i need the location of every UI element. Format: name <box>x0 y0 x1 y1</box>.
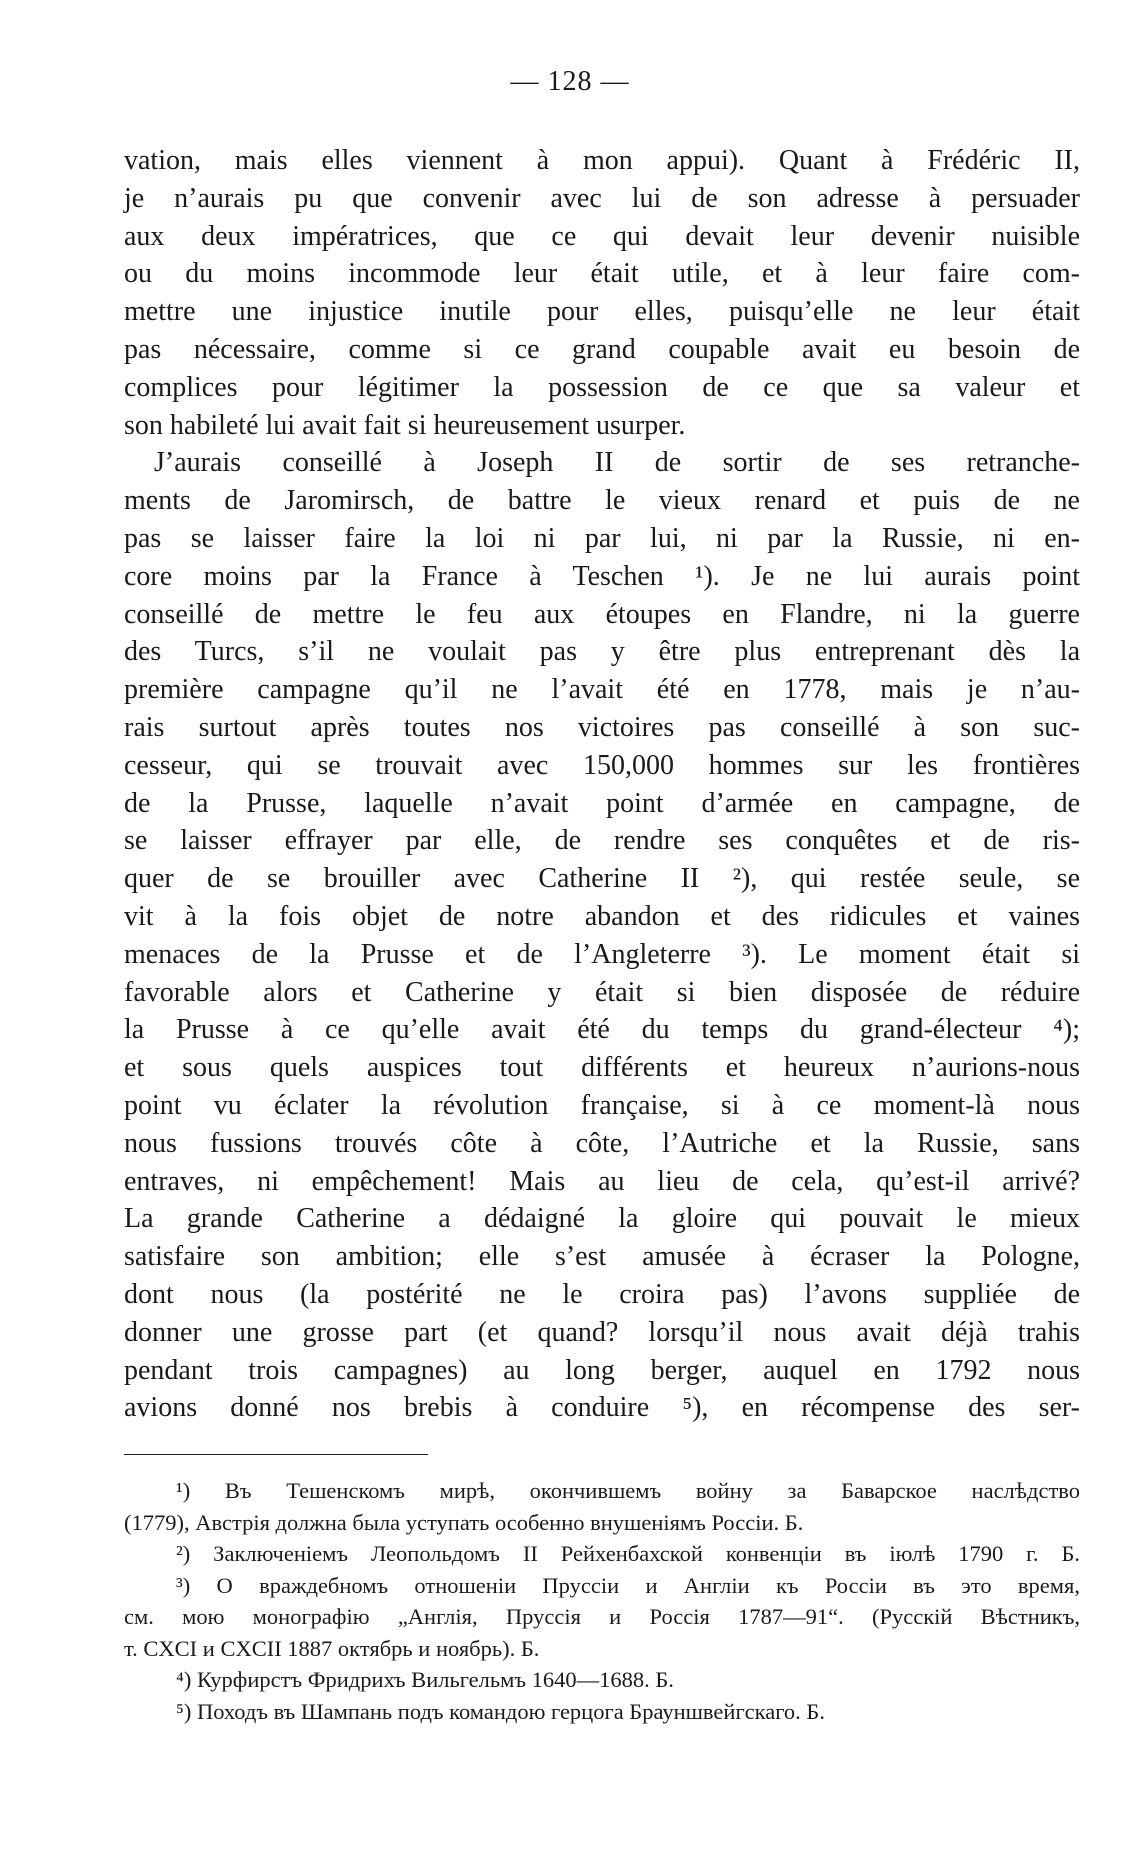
text-line: entraves, ni empêchement! Mais au lieu de cela, qu’est-il arrivé? <box>124 1165 1080 1197</box>
text-line: vit à la fois objet de notre abandon et des ridicules et vaines <box>124 900 1080 932</box>
text-line: core moins par la France à Teschen ¹). Je ne lui aurais point <box>124 560 1080 592</box>
text-line: première campagne qu’il ne l’avait été en 1778, mais je n’au- <box>124 674 1080 706</box>
text-line: son habileté lui avait fait si heureusement usurper. <box>124 409 686 441</box>
text-line: et sous quels auspices tout différents et heureux n’aurions-nous <box>124 1052 1080 1084</box>
text-line: la Prusse à ce qu’elle avait été du temps du grand-électeur ⁴); <box>124 1014 1080 1046</box>
text-line: quer de se brouiller avec Catherine II ²), qui restée seule, se <box>124 863 1080 895</box>
text-line: vation, mais elles viennent à mon appui). Quant à Frédéric II, <box>124 145 1080 176</box>
text-line: ou du moins incommode leur était utile, et à leur faire com- <box>124 258 1080 290</box>
text-line: donner une grosse part (et quand? lorsqu’il nous avait déjà trahis <box>124 1316 1080 1348</box>
footnote-line: ²) Заключеніемъ Леопольдомъ II Рейхенбахской конвенціи въ іюлѣ 1790 г. Б. <box>176 1541 1080 1566</box>
text-line: nous fussions trouvés côte à côte, l’Autriche et la Russie, sans <box>124 1127 1080 1159</box>
text-line: pas se laisser faire la loi ni par lui, ni par la Russie, ni en- <box>124 522 1080 554</box>
footnotes <box>124 1475 1080 1727</box>
text-line: complices pour légitimer la possession de ce que sa valeur et <box>124 371 1080 403</box>
text-line: menaces de la Prusse et de l’Angleterre ³). Le moment était si <box>124 938 1080 970</box>
page-number: — 128 — <box>510 66 630 97</box>
text-line: ments de Jaromirsch, de battre le vieux renard et puis de ne <box>124 485 1080 517</box>
text-line: de la Prusse, laquelle n’avait point d’armée en campagne, de <box>124 787 1080 819</box>
footnote-divider <box>124 1454 428 1455</box>
text-line: aux deux impératrices, que ce qui devait leur devenir nuisible <box>124 220 1080 252</box>
text-line: avions donné nos brebis à conduire ⁵), en récompense des ser- <box>124 1392 1080 1424</box>
footnote-line: ⁴) Курфирстъ Фридрихъ Вильгельмъ 1640—1688. Б. <box>176 1667 674 1692</box>
body-text <box>124 142 1080 1427</box>
footnote-line: ³) О враждебномъ отношеніи Пруссіи и Англіи къ Россіи въ это время, <box>176 1572 1080 1598</box>
text-line: rais surtout après toutes nos victoires pas conseillé à son suc- <box>124 711 1080 743</box>
footnote-line: ⁵) Походъ въ Шампань подъ командою герцога Брауншвейгскаго. Б. <box>176 1698 825 1724</box>
text-line: je n’aurais pu que convenir avec lui de son adresse à persuader <box>124 182 1080 214</box>
text-line: pas nécessaire, comme si ce grand coupable avait eu besoin de <box>124 333 1080 365</box>
text-line: conseillé de mettre le feu aux étoupes en Flandre, ni la guerre <box>124 598 1080 630</box>
text-line: des Turcs, s’il ne voulait pas y être plus entreprenant dès la <box>124 636 1080 668</box>
footnote-line: т. CXCI и CXCII 1887 октябрь и ноябрь). Б. <box>124 1635 540 1661</box>
footnote-line: см. мою монографію „Англія, Пруссія и Россія 1787—91“. (Русскій Вѣстникъ, <box>124 1604 1080 1629</box>
text-line: J’aurais conseillé à Joseph II de sortir de ses retranche- <box>154 447 1080 479</box>
text-line: satisfaire son ambition; elle s’est amusée à écraser la Pologne, <box>124 1241 1080 1273</box>
footnote-line: ¹) Въ Тешенскомъ мирѣ, окончившемъ войну за Баварское наслѣдство <box>176 1478 1080 1503</box>
text-line: point vu éclater la révolution française, si à ce moment-là nous <box>124 1089 1080 1121</box>
text-line: mettre une injustice inutile pour elles, puisqu’elle ne leur était <box>124 296 1080 328</box>
text-line: pendant trois campagnes) au long berger, auquel en 1792 nous <box>124 1354 1080 1386</box>
text-line: La grande Catherine a dédaigné la gloire qui pouvait le mieux <box>124 1203 1080 1235</box>
text-line: se laisser effrayer par elle, de rendre ses conquêtes et de ris- <box>124 825 1080 857</box>
text-line: favorable alors et Catherine y était si bien disposée de réduire <box>124 976 1080 1008</box>
text-line: dont nous (la postérité ne le croira pas) l’avons suppliée de <box>124 1278 1080 1310</box>
footnote-line: (1779), Австрія должна была уступать особенно внушеніямъ Россіи. Б. <box>124 1509 804 1535</box>
text-line: cesseur, qui se trouvait avec 150,000 hommes sur les frontières <box>124 749 1080 781</box>
